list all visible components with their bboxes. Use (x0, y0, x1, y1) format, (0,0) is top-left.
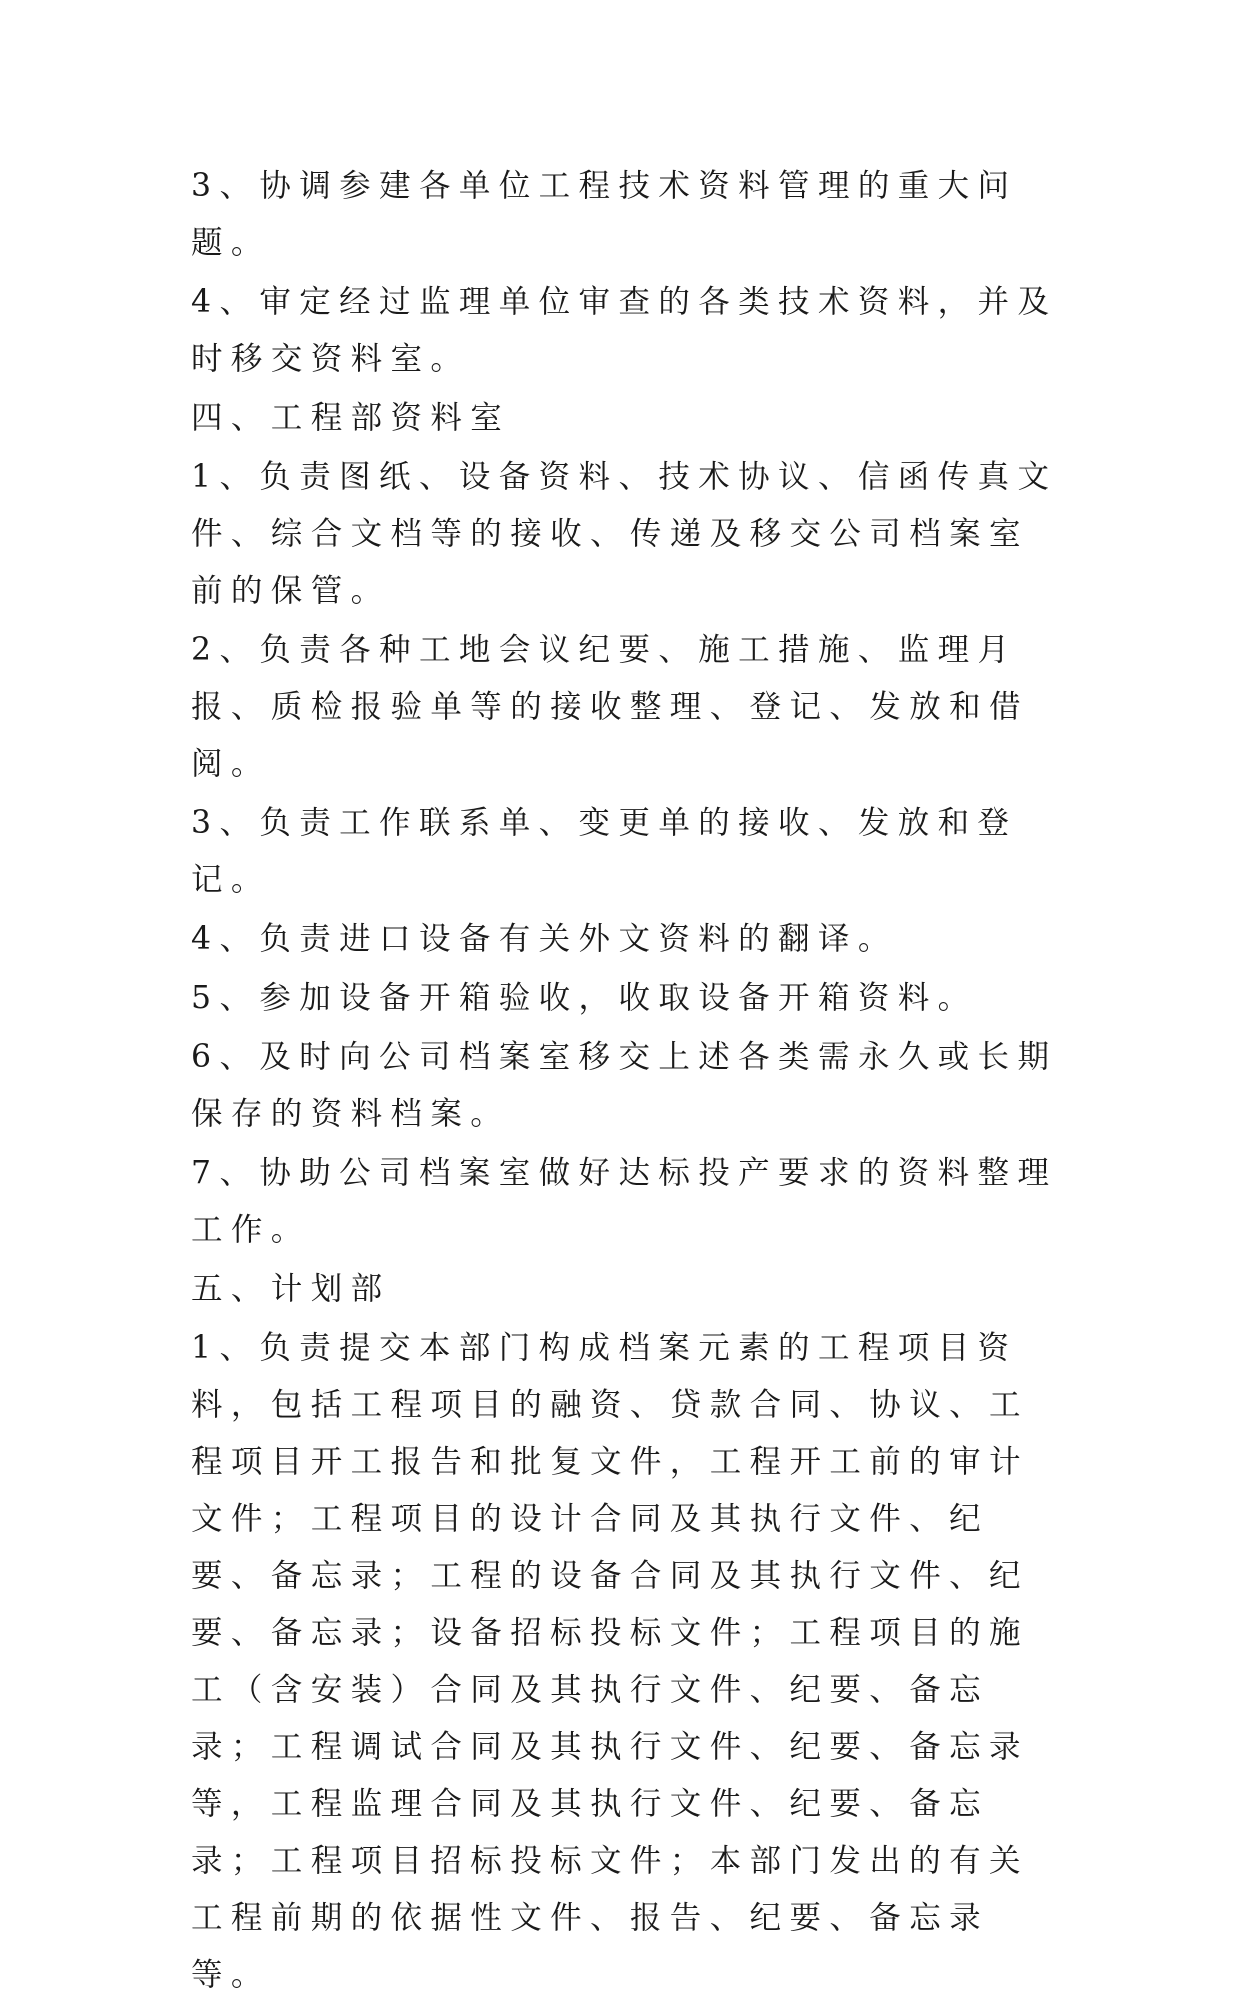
section-heading: 四、工程部资料室 (191, 400, 511, 436)
list-item: 3、协调参建各单位工程技术资料管理的重大问题。 (191, 168, 1018, 261)
list-item: 1、负责提交本部门构成档案元素的工程项目资料，包括工程项目的融资、贷款合同、协议、工程项目开工报告和批复文件，工程开工前的审计文件；工程项目的设计合同及其执行文件、纪要、备忘录；工程的设备合同及其执行文件、纪要、备忘录；设备招标投标文件；工程项目的施工（含安装）合同及其执行文件、纪要、备忘录；工程调试合同及其执行文件、纪要、备忘录等，工程监理合同及其执行文件、纪要、备忘录；工程项目招标投标文件；本部门发出的有关工程前期的依据性文件、报告、纪要、备忘录等。 (191, 1330, 1029, 1993)
list-item: 6、及时向公司档案室移交上述各类需永久或长期保存的资料档案。 (191, 1039, 1058, 1132)
list-item: 4、负责进口设备有关外文资料的翻译。 (191, 921, 898, 957)
document-body (191, 158, 1061, 2006)
section-heading: 五、计划部 (191, 1271, 391, 1307)
list-item: 4、审定经过监理单位审查的各类技术资料，并及时移交资料室。 (191, 284, 1058, 377)
list-item: 2、负责各种工地会议纪要、施工措施、监理月报、质检报验单等的接收整理、登记、发放和借阅。 (191, 632, 1029, 782)
list-item: 1、负责图纸、设备资料、技术协议、信函传真文件、综合文档等的接收、传递及移交公司档案室前的保管。 (191, 459, 1058, 609)
list-item: 3、负责工作联系单、变更单的接收、发放和登记。 (191, 805, 1018, 898)
list-item: 7、协助公司档案室做好达标投产要求的资料整理工作。 (191, 1155, 1058, 1248)
list-item: 5、参加设备开箱验收，收取设备开箱资料。 (191, 980, 978, 1016)
